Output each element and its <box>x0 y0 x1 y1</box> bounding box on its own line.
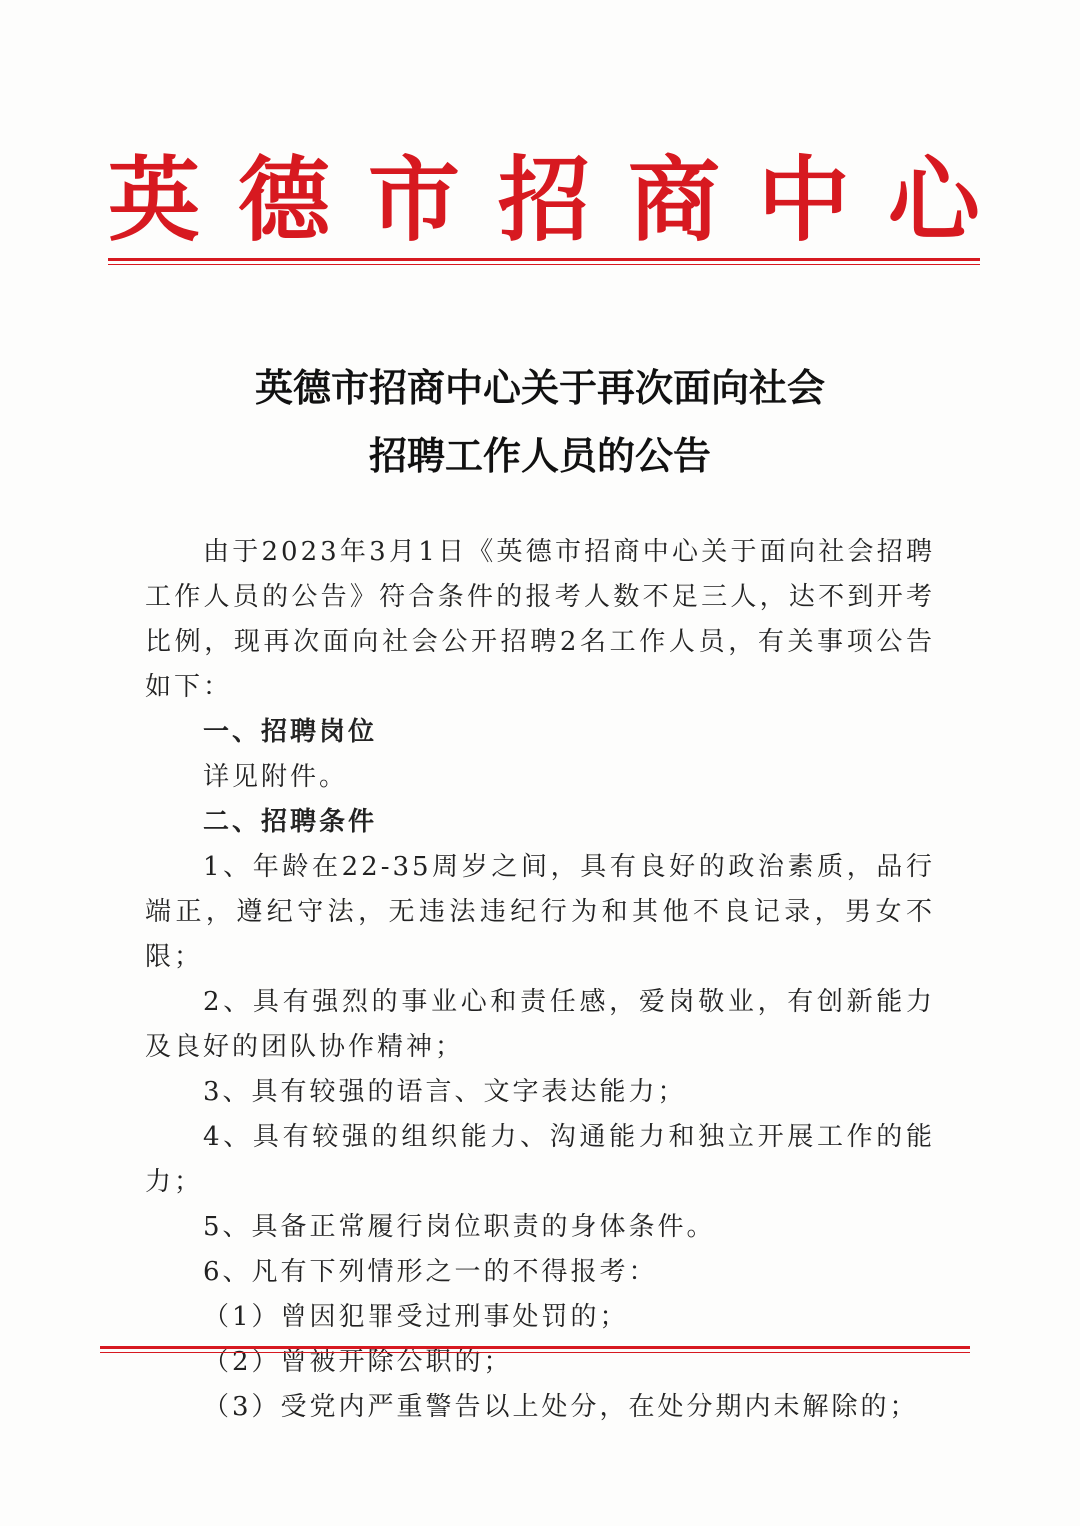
intro-paragraph: 由于2023年3月1日《英德市招商中心关于面向社会招聘工作人员的公告》符合条件的报考人数不足三人，达不到开考比例，现再次面向社会公开招聘2名工作人员，有关事项公告如下： <box>145 537 935 702</box>
document-body <box>145 530 935 1430</box>
condition-item: 6、凡有下列情形之一的不得报考： <box>203 1257 658 1287</box>
exclusion-item: （3）受党内严重警告以上处分，在处分期内未解除的； <box>203 1392 919 1422</box>
exclusion-item: （2）曾被开除公职的； <box>203 1347 513 1377</box>
letterhead-char: 英 <box>108 146 201 254</box>
footer-divider <box>100 1346 970 1353</box>
section-heading-positions: 一、招聘岗位 <box>203 717 378 747</box>
letterhead-char: 中 <box>757 146 850 254</box>
letterhead-divider <box>108 258 980 265</box>
letterhead-char: 市 <box>367 146 460 254</box>
document-title-line1: 英德市招商中心关于再次面向社会 <box>254 365 825 410</box>
condition-item: 4、具有较强的组织能力、沟通能力和独立开展工作的能力； <box>145 1122 935 1197</box>
letterhead-char: 招 <box>497 146 590 254</box>
section-heading-conditions: 二、招聘条件 <box>203 807 378 837</box>
letterhead <box>108 146 980 254</box>
document-title-line2: 招聘工作人员的公告 <box>368 433 711 478</box>
letterhead-char: 心 <box>887 146 980 254</box>
condition-item: 2、具有强烈的事业心和责任感，爱岗敬业，有创新能力及良好的团队协作精神； <box>145 987 935 1062</box>
condition-item: 5、具备正常履行岗位职责的身体条件。 <box>203 1212 716 1242</box>
letterhead-char: 商 <box>627 146 720 254</box>
section-content-positions: 详见附件。 <box>203 762 349 792</box>
letterhead-char: 德 <box>237 146 330 254</box>
exclusion-item: （1）曾因犯罪受过刑事处罚的； <box>203 1302 629 1332</box>
condition-item: 1、年龄在22-35周岁之间，具有良好的政治素质，品行端正，遵纪守法，无违法违纪行为和其他不良记录，男女不限； <box>145 852 935 972</box>
condition-item: 3、具有较强的语言、文字表达能力； <box>203 1077 687 1107</box>
